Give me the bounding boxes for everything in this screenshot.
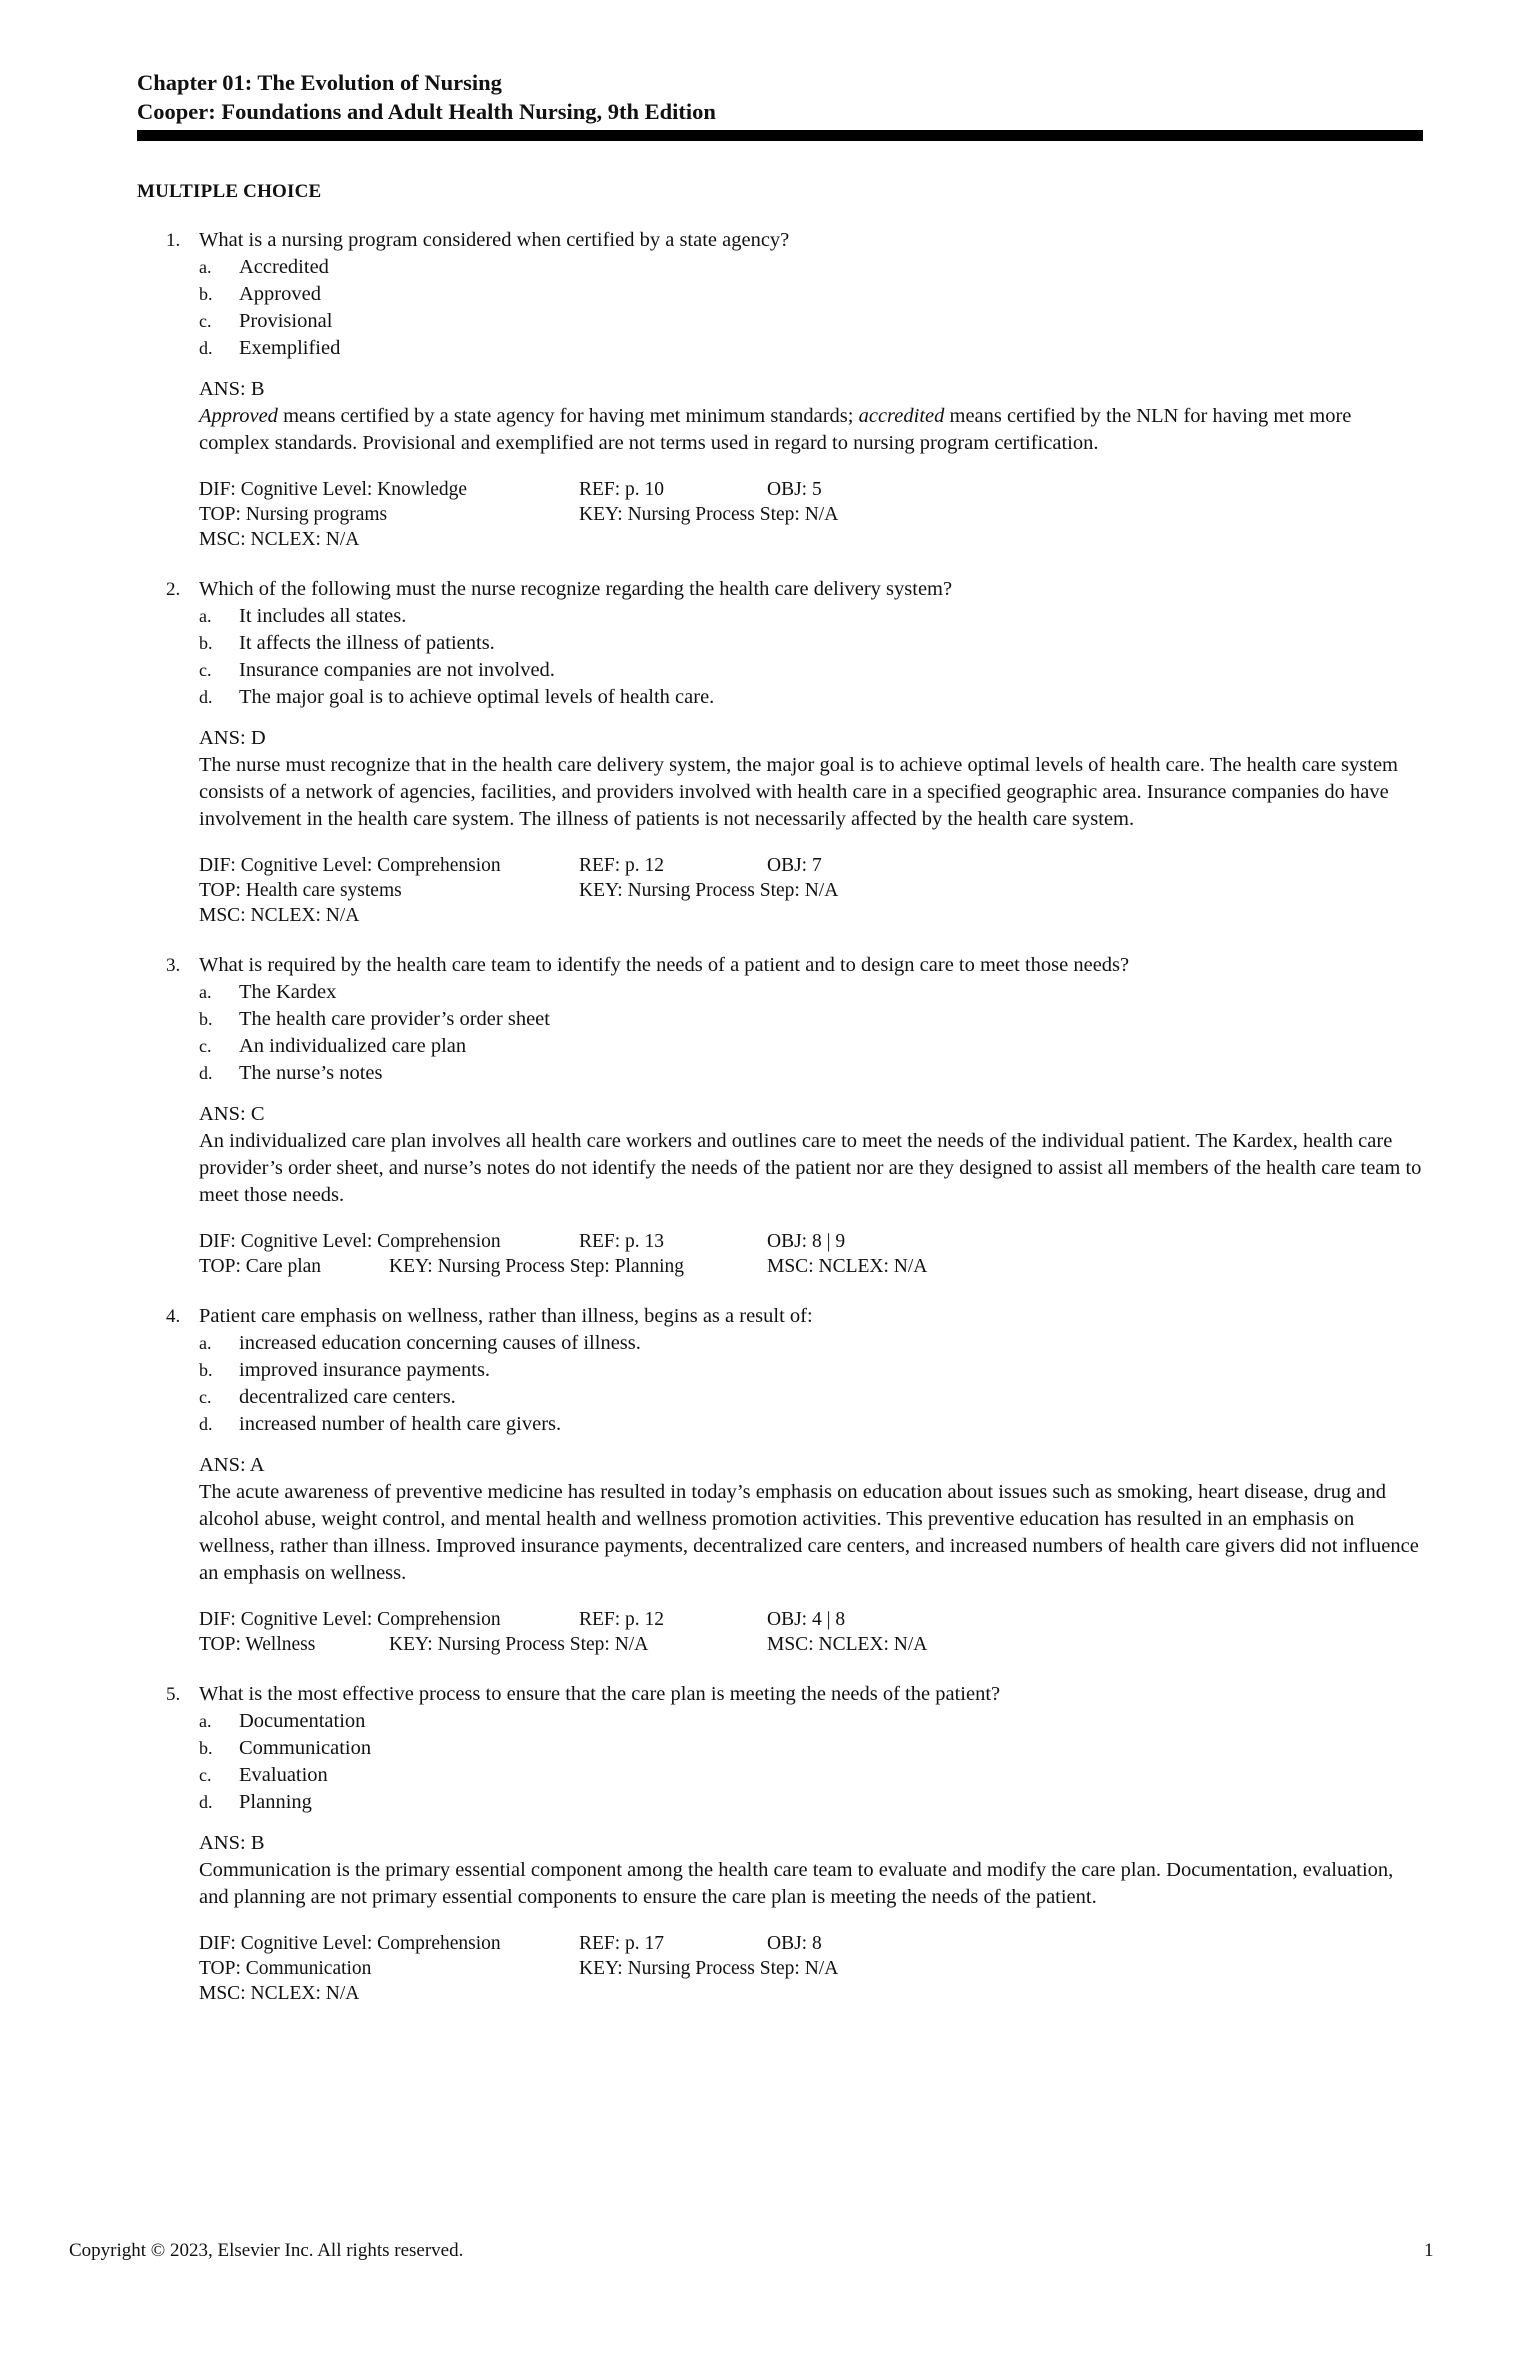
option-b [199, 1357, 1423, 1384]
option-d [199, 1411, 1423, 1438]
question-stem: What is required by the health care team to identify the needs of a patient and to design care to meet those needs? [199, 954, 1130, 976]
question-stem: Patient care emphasis on wellness, rather than illness, begins as a result of: [199, 1305, 813, 1327]
meta-top: TOP: Communication [199, 1958, 372, 1979]
option-c [199, 1384, 1423, 1411]
question-3 [137, 952, 1423, 1279]
meta-obj: OBJ: 4 | 8 [767, 1609, 846, 1630]
meta-top: TOP: Wellness [199, 1634, 316, 1655]
meta-dif: DIF: Cognitive Level: Comprehension [199, 1231, 501, 1252]
meta-dif: DIF: Cognitive Level: Comprehension [199, 1933, 501, 1954]
answer-key: ANS: C [199, 1103, 265, 1125]
option-letter: b. [199, 1009, 213, 1029]
meta-top: TOP: Health care systems [199, 880, 402, 901]
question-number: 1. [166, 230, 181, 251]
option-text: increased number of health care givers. [239, 1413, 562, 1435]
chapter-title: Chapter 01: The Evolution of Nursing [137, 70, 502, 95]
rationale: Communication is the primary essential component among the health care team to evaluate and modify the care plan. Documentation, evaluation, and planning are not primary essential components to ensure the care plan is meeting the needs of the patient. [199, 1859, 1394, 1908]
option-b [199, 630, 1423, 657]
question-2 [137, 576, 1423, 928]
meta-key: KEY: Nursing Process Step: N/A [389, 1634, 649, 1655]
meta-ref: REF: p. 12 [579, 1609, 665, 1630]
meta-obj: OBJ: 7 [767, 855, 822, 876]
option-text: Documentation [239, 1710, 366, 1732]
meta-ref: REF: p. 17 [579, 1933, 665, 1954]
option-text: Planning [239, 1791, 312, 1813]
rationale-term: accredited [858, 405, 945, 427]
option-text: An individualized care plan [239, 1035, 467, 1057]
option-a [199, 254, 1423, 281]
option-c [199, 657, 1423, 684]
rationale: The nurse must recognize that in the health care delivery system, the major goal is to achieve optimal levels of health care. The health care system consists of a network of agencies, facilities, and providers involved with health care in a specified geographic area. Insurance companies do have involvement in the health care system. The illness of patients is not necessarily affected by the health care system. [199, 754, 1398, 830]
option-letter: c. [199, 1036, 212, 1056]
option-text: Communication [239, 1737, 372, 1759]
option-text: decentralized care centers. [239, 1386, 456, 1408]
section-heading: MULTIPLE CHOICE [137, 181, 322, 202]
meta-key: KEY: Nursing Process Step: Planning [389, 1256, 685, 1277]
option-text: The nurse’s notes [239, 1062, 383, 1084]
option-text: The major goal is to achieve optimal levels of health care. [239, 686, 715, 708]
meta-ref: REF: p. 10 [579, 479, 665, 500]
option-d [199, 684, 1423, 711]
option-letter: c. [199, 311, 212, 331]
option-c [199, 1033, 1423, 1060]
meta-top: TOP: Care plan [199, 1256, 322, 1277]
option-text: Evaluation [239, 1764, 328, 1786]
document-page [137, 68, 1423, 2006]
question-stem: Which of the following must the nurse recognize regarding the health care delivery system? [199, 578, 953, 600]
meta-obj: OBJ: 8 [767, 1933, 822, 1954]
question-1 [137, 227, 1423, 552]
option-text: The Kardex [239, 981, 337, 1003]
option-letter: d. [199, 1414, 213, 1434]
question-metadata [199, 853, 1423, 928]
option-letter: d. [199, 1792, 213, 1812]
answer-key: ANS: B [199, 378, 265, 400]
option-text: It affects the illness of patients. [239, 632, 495, 654]
option-text: improved insurance payments. [239, 1359, 491, 1381]
question-metadata [199, 1607, 1423, 1657]
meta-ref: REF: p. 12 [579, 855, 665, 876]
question-stem: What is a nursing program considered when certified by a state agency? [199, 229, 790, 251]
option-a [199, 979, 1423, 1006]
option-b [199, 1735, 1423, 1762]
page-number: 1 [1424, 2240, 1434, 2261]
meta-obj: OBJ: 8 | 9 [767, 1231, 846, 1252]
meta-dif: DIF: Cognitive Level: Comprehension [199, 1609, 501, 1630]
option-c [199, 308, 1423, 335]
rationale-text: means certified by the NLN for having met more complex standards. Provisional and exemplified are not terms used in regard to nursing program certification. [199, 405, 1352, 454]
question-number: 4. [166, 1306, 181, 1327]
question-number: 3. [166, 955, 181, 976]
meta-key: KEY: Nursing Process Step: N/A [579, 880, 839, 901]
option-letter: b. [199, 633, 213, 653]
meta-ref: REF: p. 13 [579, 1231, 665, 1252]
option-letter: b. [199, 1738, 213, 1758]
meta-msc: MSC: NCLEX: N/A [199, 529, 360, 550]
meta-obj: OBJ: 5 [767, 479, 822, 500]
option-d [199, 1789, 1423, 1816]
meta-dif: DIF: Cognitive Level: Comprehension [199, 855, 501, 876]
option-text: Provisional [239, 310, 333, 332]
option-text: Accredited [239, 256, 329, 278]
option-letter: b. [199, 284, 213, 304]
option-text: Insurance companies are not involved. [239, 659, 555, 681]
answer-key: ANS: B [199, 1832, 265, 1854]
question-metadata [199, 1931, 1423, 2006]
option-letter: c. [199, 1387, 212, 1407]
option-letter: a. [199, 1711, 212, 1731]
option-letter: d. [199, 338, 213, 358]
question-stem: What is the most effective process to ensure that the care plan is meeting the needs of the patient? [199, 1683, 1001, 1705]
question-number: 5. [166, 1684, 181, 1705]
rationale-text: means certified by a state agency for having met minimum standards; [277, 405, 859, 427]
answer-key: ANS: D [199, 727, 266, 749]
meta-msc: MSC: NCLEX: N/A [199, 1983, 360, 2004]
option-letter: b. [199, 1360, 213, 1380]
option-text: It includes all states. [239, 605, 407, 627]
option-letter: c. [199, 1765, 212, 1785]
answer-key: ANS: A [199, 1454, 265, 1476]
option-b [199, 1006, 1423, 1033]
question-metadata [199, 477, 1423, 552]
rationale [199, 403, 1423, 457]
meta-msc: MSC: NCLEX: N/A [199, 905, 360, 926]
question-5 [137, 1681, 1423, 2006]
option-letter: a. [199, 257, 212, 277]
option-c [199, 1762, 1423, 1789]
option-letter: a. [199, 982, 212, 1002]
option-text: The health care provider’s order sheet [239, 1008, 550, 1030]
rationale: An individualized care plan involves all health care workers and outlines care to meet the needs of the individual patient. The Kardex, health care provider’s order sheet, and nurse’s notes do not identify the needs of the patient nor are they designed to assist all members of the health care team to meet those needs. [199, 1130, 1422, 1206]
meta-msc: MSC: NCLEX: N/A [767, 1634, 928, 1655]
option-letter: d. [199, 1063, 213, 1083]
book-title: Cooper: Foundations and Adult Health Nursing, 9th Edition [137, 99, 716, 124]
option-letter: a. [199, 606, 212, 626]
option-d [199, 335, 1423, 362]
question-4 [137, 1303, 1423, 1657]
rationale-term: Approved [199, 405, 278, 427]
question-metadata [199, 1229, 1423, 1279]
option-letter: a. [199, 1333, 212, 1353]
option-text: Exemplified [239, 337, 341, 359]
rationale: The acute awareness of preventive medicine has resulted in today’s emphasis on education about issues such as smoking, heart disease, drug and alcohol abuse, weight control, and mental health and wellness promotion activities. This preventive education has resulted in an emphasis on wellness, rather than illness. Improved insurance payments, decentralized care centers, and increased numbers of health care givers did not influence an emphasis on wellness. [199, 1481, 1419, 1584]
meta-top: TOP: Nursing programs [199, 504, 388, 525]
option-letter: c. [199, 660, 212, 680]
option-text: increased education concerning causes of illness. [239, 1332, 641, 1354]
option-a [199, 1708, 1423, 1735]
meta-key: KEY: Nursing Process Step: N/A [579, 504, 839, 525]
meta-key: KEY: Nursing Process Step: N/A [579, 1958, 839, 1979]
header-rule [137, 130, 1423, 141]
question-number: 2. [166, 579, 181, 600]
option-text: Approved [239, 283, 321, 305]
copyright-notice: Copyright © 2023, Elsevier Inc. All rights reserved. [69, 2240, 464, 2261]
option-d [199, 1060, 1423, 1087]
option-a [199, 603, 1423, 630]
option-a [199, 1330, 1423, 1357]
meta-dif: DIF: Cognitive Level: Knowledge [199, 479, 468, 500]
option-b [199, 281, 1423, 308]
meta-msc: MSC: NCLEX: N/A [767, 1256, 928, 1277]
option-letter: d. [199, 687, 213, 707]
